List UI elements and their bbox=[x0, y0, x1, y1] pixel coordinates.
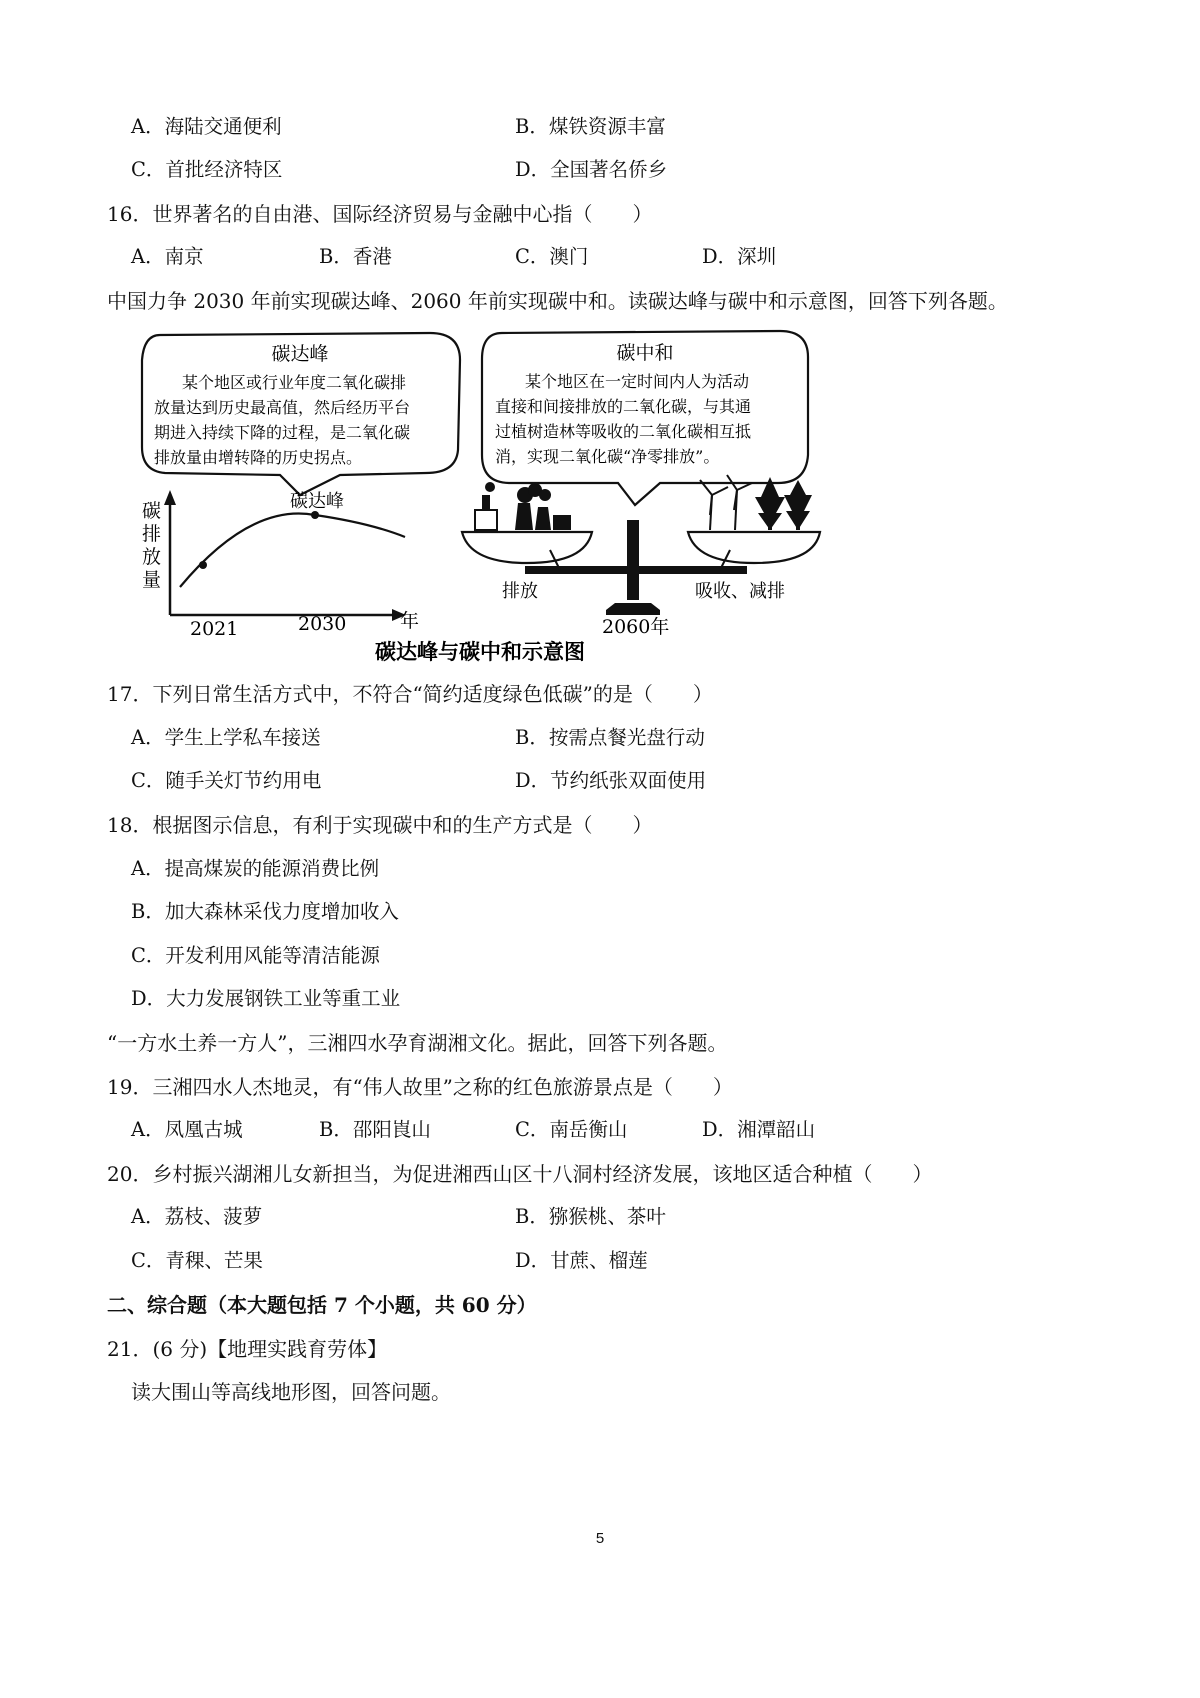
carbon-intro: 中国力争 2030 年前实现碳达峰、2060 年前实现碳中和。读碳达峰与碳中和示意图，回答下列各题。 bbox=[107, 289, 1008, 313]
q15-option-a: A．海陆交通便利 bbox=[131, 115, 282, 138]
carbon-figure bbox=[130, 325, 830, 670]
emission-curve-chart bbox=[142, 490, 419, 640]
q17-option-b: B．按需点餐光盘行动 bbox=[515, 726, 705, 749]
peak-label: 碳达峰 bbox=[290, 491, 344, 512]
q17-stem: 17．下列日常生活方式中，不符合“简约适度绿色低碳”的是（ ） bbox=[107, 682, 713, 706]
q17-option-c: C．随手关灯节约用电 bbox=[131, 769, 322, 792]
q20-option-b: B．猕猴桃、茶叶 bbox=[515, 1205, 666, 1228]
q21-stem: 21．(6 分)【地理实践育劳体】 bbox=[107, 1337, 388, 1361]
tree-icon bbox=[755, 477, 812, 530]
q19-option-c: C．南岳衡山 bbox=[515, 1118, 628, 1141]
y-label-char-4: 量 bbox=[142, 569, 162, 591]
x-tick-2030: 2030 bbox=[298, 613, 347, 635]
scale-year-label: 2060年 bbox=[602, 616, 670, 638]
q20-stem: 20．乡村振兴湖湘儿女新担当，为促进湘西山区十八洞村经济发展，该地区适合种植（ ） bbox=[107, 1162, 933, 1186]
scale-right-label: 吸收、减排 bbox=[695, 581, 785, 602]
q19-stem: 19．三湘四水人杰地灵，有“伟人故里”之称的红色旅游景点是（ ） bbox=[107, 1075, 733, 1099]
q16-option-a: A．南京 bbox=[131, 245, 204, 268]
q15-option-b: B．煤铁资源丰富 bbox=[515, 115, 666, 138]
right-pan bbox=[688, 532, 820, 563]
q18-option-a: A．提高煤炭的能源消费比例 bbox=[131, 857, 380, 880]
q17-option-a: A．学生上学私车接送 bbox=[131, 726, 321, 749]
neutral-box-line-1: 某个地区在一定时间内人为活动 bbox=[525, 372, 750, 391]
peak-box-line-3: 期进入持续下降的过程，是二氧化碳 bbox=[154, 423, 411, 442]
q21-subtext: 读大围山等高线地形图，回答问题。 bbox=[131, 1380, 451, 1404]
x-tick-2021: 2021 bbox=[190, 618, 239, 640]
peak-box-line-4: 排放量由增转降的历史拐点。 bbox=[154, 448, 363, 467]
neutral-box-line-3: 过植树造林等吸收的二氧化碳相互抵 bbox=[495, 422, 752, 441]
q20-option-a: A．荔枝、菠萝 bbox=[131, 1205, 263, 1228]
scale-left-label: 排放 bbox=[502, 581, 538, 602]
q18-option-b: B．加大森林采伐力度增加收入 bbox=[131, 900, 399, 923]
q20-option-d: D．甘蔗、榴莲 bbox=[515, 1249, 648, 1272]
factory-icon bbox=[475, 482, 571, 530]
scale-pole bbox=[627, 520, 639, 600]
q16-option-b: B．香港 bbox=[319, 245, 392, 268]
q15-option-c: C．首批经济特区 bbox=[131, 158, 283, 181]
left-pan bbox=[462, 532, 592, 563]
q15-option-d: D．全国著名侨乡 bbox=[515, 158, 668, 181]
q16-option-c: C．澳门 bbox=[515, 245, 589, 268]
section-2-heading: 二、综合题（本大题包括 7 个小题，共 60 分） bbox=[107, 1293, 537, 1317]
q19-option-a: A．凤凰古城 bbox=[131, 1118, 243, 1141]
point-2021 bbox=[199, 561, 207, 569]
hunan-intro: “一方水土养一方人”，三湘四水孕育湖湘文化。据此，回答下列各题。 bbox=[107, 1031, 728, 1055]
q18-option-c: C．开发利用风能等清洁能源 bbox=[131, 944, 380, 967]
y-label-char-3: 放 bbox=[142, 546, 162, 568]
scale-base bbox=[606, 603, 660, 615]
y-label-char-2: 排 bbox=[142, 523, 162, 545]
q16-stem: 16．世界著名的自由港、国际经济贸易与金融中心指（ ） bbox=[107, 202, 653, 226]
y-axis-arrow bbox=[164, 490, 176, 505]
peak-box-line-1: 某个地区或行业年度二氧化碳排 bbox=[182, 373, 407, 392]
q18-option-d: D．大力发展钢铁工业等重工业 bbox=[131, 987, 401, 1010]
figure-caption: 碳达峰与碳中和示意图 bbox=[375, 639, 585, 664]
emission-curve bbox=[180, 514, 405, 588]
q20-option-c: C．青稞、芒果 bbox=[131, 1249, 263, 1272]
neutral-box-line-4: 消，实现二氧化碳“净零排放”。 bbox=[495, 447, 720, 466]
q19-option-d: D．湘潭韶山 bbox=[702, 1118, 816, 1141]
neutral-box-title: 碳中和 bbox=[616, 342, 674, 364]
q18-stem: 18．根据图示信息，有利于实现碳中和的生产方式是（ ） bbox=[107, 813, 653, 837]
x-axis-unit: 年 bbox=[400, 610, 420, 632]
peak-box-title: 碳达峰 bbox=[271, 343, 329, 365]
q19-option-b: B．邵阳崀山 bbox=[319, 1118, 431, 1141]
q17-option-d: D．节约纸张双面使用 bbox=[515, 769, 707, 792]
neutral-box-line-2: 直接和间接排放的二氧化碳，与其通 bbox=[495, 397, 752, 416]
page-number: 5 bbox=[595, 1530, 605, 1547]
q16-option-d: D．深圳 bbox=[702, 245, 777, 268]
peak-box-line-2: 放量达到历史最高值，然后经历平台 bbox=[154, 398, 411, 417]
point-2030 bbox=[311, 511, 319, 519]
y-label-char-1: 碳 bbox=[142, 500, 162, 522]
